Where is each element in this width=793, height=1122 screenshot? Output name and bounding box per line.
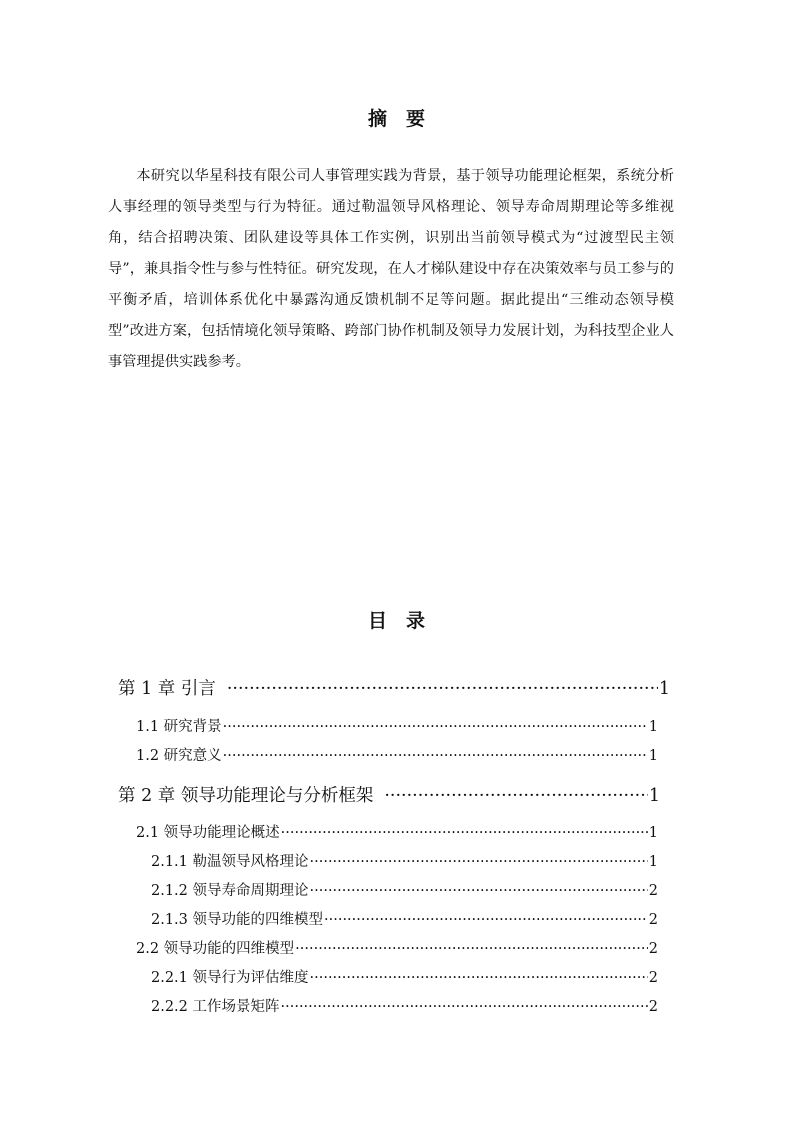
toc-entry-label: 2.1.2 领导寿命周期理论 (151, 883, 309, 899)
toc-entry-label: 2.1.3 领导功能的四维模型 (151, 912, 324, 928)
toc-entry-label: 第 2 章 领导功能理论与分析框架 (118, 786, 374, 806)
toc-page-number: 2 (648, 999, 658, 1015)
toc-entry-2-1-3[interactable] (151, 908, 658, 929)
toc-page-number: 2 (648, 912, 658, 928)
toc-leader-dots (324, 912, 648, 928)
toc-page-number: 2 (648, 941, 658, 957)
toc-entry-chapter-1[interactable] (118, 675, 670, 700)
toc-entry-2-2[interactable] (136, 937, 658, 958)
toc-entry-chapter-2[interactable] (118, 782, 660, 807)
toc-leader-dots (384, 786, 648, 806)
abstract-title: 摘 要 (367, 108, 425, 130)
toc-leader-dots (281, 999, 648, 1015)
toc-entry-label: 2.2 领导功能的四维模型 (136, 941, 295, 957)
toc-entry-1-2[interactable] (136, 744, 658, 765)
toc-entry-2-2-2[interactable] (151, 995, 658, 1016)
toc-entry-label: 2.1.1 勒温领导风格理论 (151, 854, 309, 870)
abstract-paragraph: 本研究以华星科技有限公司人事管理实践为背景，基于领导功能理论框架，系统分析人事经理的领导类型与行为特征。通过勒温领导风格理论、领导寿命周期理论等多维视角，结合招聘决策、团队建设等具体工作实例，识别出当前领导模式为“过渡型民主领导”，兼具指令性与参与性特征。研究发现，在人才梯队建设中存在决策效率与员工参与的平衡矛盾，培训体系优化中暴露沟通反馈机制不足等问题。据此提出“三维动态领导模型”改进方案，包括情境化领导策略、跨部门协作机制及领导力发展计划，为科技型企业人事管理提供实践参考。 (108, 168, 674, 370)
toc-entry-label: 第 1 章 引言 (118, 679, 216, 699)
toc-entry-2-1[interactable] (136, 821, 658, 842)
toc-page-number: 1 (658, 679, 670, 699)
toc-leader-dots (310, 883, 648, 899)
toc-page-number: 1 (648, 748, 658, 764)
toc-entry-label: 2.2.1 领导行为评估维度 (151, 970, 309, 986)
toc-page-number: 2 (648, 883, 658, 899)
toc-entry-label: 1.2 研究意义 (136, 748, 222, 764)
toc-entry-label: 1.1 研究背景 (136, 719, 222, 735)
toc-page-number: 1 (648, 825, 658, 841)
toc-entry-2-2-1[interactable] (151, 966, 658, 987)
toc-page-number: 1 (648, 854, 658, 870)
toc-leader-dots (281, 825, 648, 841)
toc-leader-dots (227, 679, 658, 699)
toc-leader-dots (223, 719, 648, 735)
toc-entry-label: 2.1 领导功能理论概述 (136, 825, 280, 841)
toc-leader-dots (295, 941, 648, 957)
toc-page-number: 2 (648, 970, 658, 986)
toc-page-number: 1 (648, 719, 658, 735)
toc-entry-1-1[interactable] (136, 715, 658, 736)
toc-leader-dots (310, 970, 648, 986)
toc-entry-label: 2.2.2 工作场景矩阵 (151, 999, 280, 1015)
toc-page-number: 1 (648, 786, 660, 806)
toc-title: 目 录 (367, 610, 425, 632)
toc-entry-2-1-2[interactable] (151, 879, 658, 900)
toc-entry-2-1-1[interactable] (151, 850, 658, 871)
toc-leader-dots (310, 854, 648, 870)
toc-leader-dots (223, 748, 648, 764)
